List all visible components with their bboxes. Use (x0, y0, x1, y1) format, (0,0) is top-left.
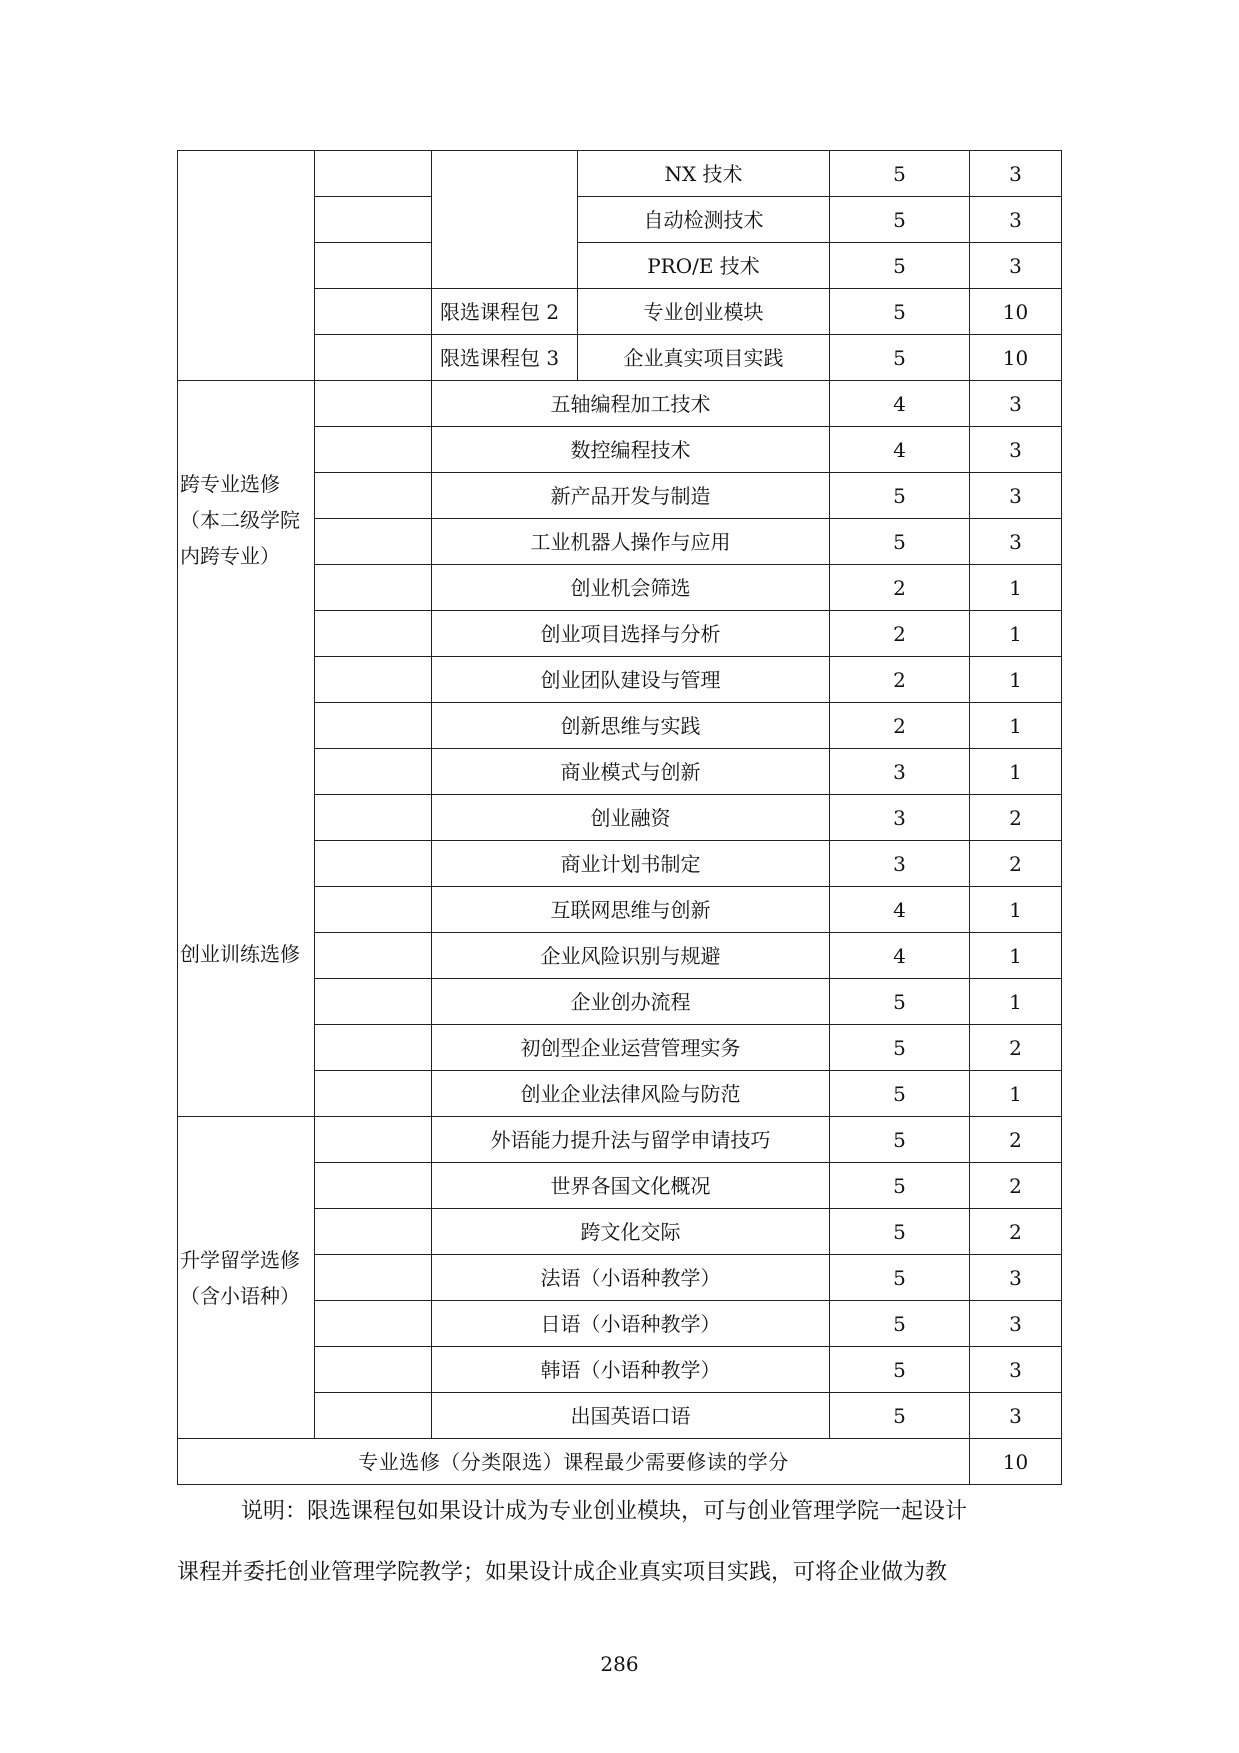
course-name-cell: 自动检测技术 (578, 197, 830, 243)
blank-cell (315, 1209, 432, 1255)
credits-cell: 3 (970, 1301, 1062, 1347)
course-name-cell: 企业创办流程 (432, 979, 830, 1025)
weekly-hours-cell: 3 (830, 795, 970, 841)
course-name-cell: 外语能力提升法与留学申请技巧 (432, 1117, 830, 1163)
blank-cell (315, 887, 432, 933)
weekly-hours-cell: 5 (830, 197, 970, 243)
credits-cell: 3 (970, 1255, 1062, 1301)
weekly-hours-cell: 2 (830, 611, 970, 657)
course-name-cell: 商业模式与创新 (432, 749, 830, 795)
course-name-cell: 跨文化交际 (432, 1209, 830, 1255)
course-name-cell: 工业机器人操作与应用 (432, 519, 830, 565)
blank-cell (315, 335, 432, 381)
summary-label-cell: 专业选修（分类限选）课程最少需要修读的学分 (178, 1439, 970, 1485)
course-name-cell: 法语（小语种教学） (432, 1255, 830, 1301)
credits-cell: 3 (970, 473, 1062, 519)
credits-cell: 3 (970, 1347, 1062, 1393)
credits-cell: 2 (970, 1209, 1062, 1255)
weekly-hours-cell: 4 (830, 933, 970, 979)
weekly-hours-cell: 5 (830, 1025, 970, 1071)
credits-cell: 2 (970, 795, 1062, 841)
course-name-cell: 创业融资 (432, 795, 830, 841)
weekly-hours-cell: 5 (830, 1117, 970, 1163)
weekly-hours-cell: 5 (830, 1163, 970, 1209)
credits-cell: 3 (970, 197, 1062, 243)
weekly-hours-cell: 4 (830, 427, 970, 473)
course-name-cell: 新产品开发与制造 (432, 473, 830, 519)
credits-cell: 10 (970, 335, 1062, 381)
blank-cell (315, 749, 432, 795)
summary-credits-cell: 10 (970, 1439, 1062, 1485)
blank-cell (315, 381, 432, 427)
course-name-cell: NX 技术 (578, 151, 830, 197)
course-name-cell: 韩语（小语种教学） (432, 1347, 830, 1393)
blank-cell (315, 243, 432, 289)
course-name-cell: 企业真实项目实践 (578, 335, 830, 381)
blank-cell (315, 1117, 432, 1163)
blank-cell (315, 657, 432, 703)
weekly-hours-cell: 5 (830, 473, 970, 519)
weekly-hours-cell: 5 (830, 1255, 970, 1301)
package-cell (432, 151, 578, 289)
credits-cell: 3 (970, 519, 1062, 565)
weekly-hours-cell: 2 (830, 657, 970, 703)
course-name-cell: 互联网思维与创新 (432, 887, 830, 933)
credits-cell: 1 (970, 703, 1062, 749)
course-name-cell: 五轴编程加工技术 (432, 381, 830, 427)
course-name-cell: 数控编程技术 (432, 427, 830, 473)
course-name-cell: 创新思维与实践 (432, 703, 830, 749)
table-row (178, 1117, 1062, 1163)
course-name-cell: 专业创业模块 (578, 289, 830, 335)
weekly-hours-cell: 3 (830, 841, 970, 887)
package-label-cell: 限选课程包 2 (432, 289, 578, 335)
weekly-hours-cell: 5 (830, 335, 970, 381)
category-cell (178, 381, 315, 1117)
blank-cell (315, 1025, 432, 1071)
credits-cell: 10 (970, 289, 1062, 335)
credits-cell: 1 (970, 887, 1062, 933)
blank-cell (315, 197, 432, 243)
note-line-1: 说明：限选课程包如果设计成为专业创业模块，可与创业管理学院一起设计 (241, 1499, 968, 1524)
credits-cell: 1 (970, 933, 1062, 979)
credits-cell: 3 (970, 427, 1062, 473)
table-row (178, 381, 1062, 427)
credits-cell: 1 (970, 611, 1062, 657)
note-line-2: 课程并委托创业管理学院教学；如果设计成企业真实项目实践，可将企业做为教 (177, 1560, 948, 1585)
course-name-cell: 创业机会筛选 (432, 565, 830, 611)
category-entrepreneurship: 创业训练选修 (180, 942, 300, 966)
weekly-hours-cell: 5 (830, 243, 970, 289)
blank-cell (315, 979, 432, 1025)
blank-cell (315, 1301, 432, 1347)
blank-cell (315, 289, 432, 335)
weekly-hours-cell: 5 (830, 1393, 970, 1439)
blank-cell (315, 1163, 432, 1209)
credits-cell: 3 (970, 381, 1062, 427)
credits-cell: 2 (970, 1163, 1062, 1209)
blank-cell (315, 473, 432, 519)
credits-cell: 1 (970, 749, 1062, 795)
blank-cell (315, 933, 432, 979)
weekly-hours-cell: 5 (830, 1071, 970, 1117)
blank-cell (315, 703, 432, 749)
weekly-hours-cell: 4 (830, 887, 970, 933)
weekly-hours-cell: 5 (830, 289, 970, 335)
course-name-cell: 日语（小语种教学） (432, 1301, 830, 1347)
blank-cell (315, 565, 432, 611)
weekly-hours-cell: 5 (830, 1209, 970, 1255)
table-row (178, 151, 1062, 197)
table-row (178, 1439, 1062, 1485)
course-name-cell: PRO/E 技术 (578, 243, 830, 289)
credits-cell: 1 (970, 979, 1062, 1025)
course-name-cell: 创业企业法律风险与防范 (432, 1071, 830, 1117)
weekly-hours-cell: 4 (830, 381, 970, 427)
weekly-hours-cell: 5 (830, 1301, 970, 1347)
weekly-hours-cell: 5 (830, 519, 970, 565)
weekly-hours-cell: 5 (830, 979, 970, 1025)
course-table (177, 150, 1062, 1485)
blank-cell (315, 1393, 432, 1439)
course-name-cell: 初创型企业运营管理实务 (432, 1025, 830, 1071)
weekly-hours-cell: 2 (830, 565, 970, 611)
course-name-cell: 出国英语口语 (432, 1393, 830, 1439)
weekly-hours-cell: 2 (830, 703, 970, 749)
credits-cell: 2 (970, 1025, 1062, 1071)
credits-cell: 3 (970, 243, 1062, 289)
category-cross-major: 跨专业选修（本二级学院内跨专业） (180, 472, 300, 568)
blank-cell (315, 151, 432, 197)
course-name-cell: 创业项目选择与分析 (432, 611, 830, 657)
page-number: 286 (600, 1652, 639, 1676)
blank-cell (315, 1071, 432, 1117)
course-name-cell: 企业风险识别与规避 (432, 933, 830, 979)
blank-cell (315, 1347, 432, 1393)
package-label-cell: 限选课程包 3 (432, 335, 578, 381)
category-study-abroad: 升学留学选修（含小语种） (178, 1117, 315, 1439)
credits-cell: 3 (970, 151, 1062, 197)
blank-cell (315, 519, 432, 565)
blank-cell (315, 795, 432, 841)
credits-cell: 1 (970, 1071, 1062, 1117)
weekly-hours-cell: 5 (830, 1347, 970, 1393)
credits-cell: 1 (970, 657, 1062, 703)
course-name-cell: 商业计划书制定 (432, 841, 830, 887)
course-name-cell: 世界各国文化概况 (432, 1163, 830, 1209)
blank-cell (315, 841, 432, 887)
credits-cell: 1 (970, 565, 1062, 611)
weekly-hours-cell: 5 (830, 151, 970, 197)
weekly-hours-cell: 3 (830, 749, 970, 795)
credits-cell: 2 (970, 841, 1062, 887)
category-cell (178, 151, 315, 381)
credits-cell: 2 (970, 1117, 1062, 1163)
blank-cell (315, 611, 432, 657)
blank-cell (315, 427, 432, 473)
credits-cell: 3 (970, 1393, 1062, 1439)
course-name-cell: 创业团队建设与管理 (432, 657, 830, 703)
blank-cell (315, 1255, 432, 1301)
